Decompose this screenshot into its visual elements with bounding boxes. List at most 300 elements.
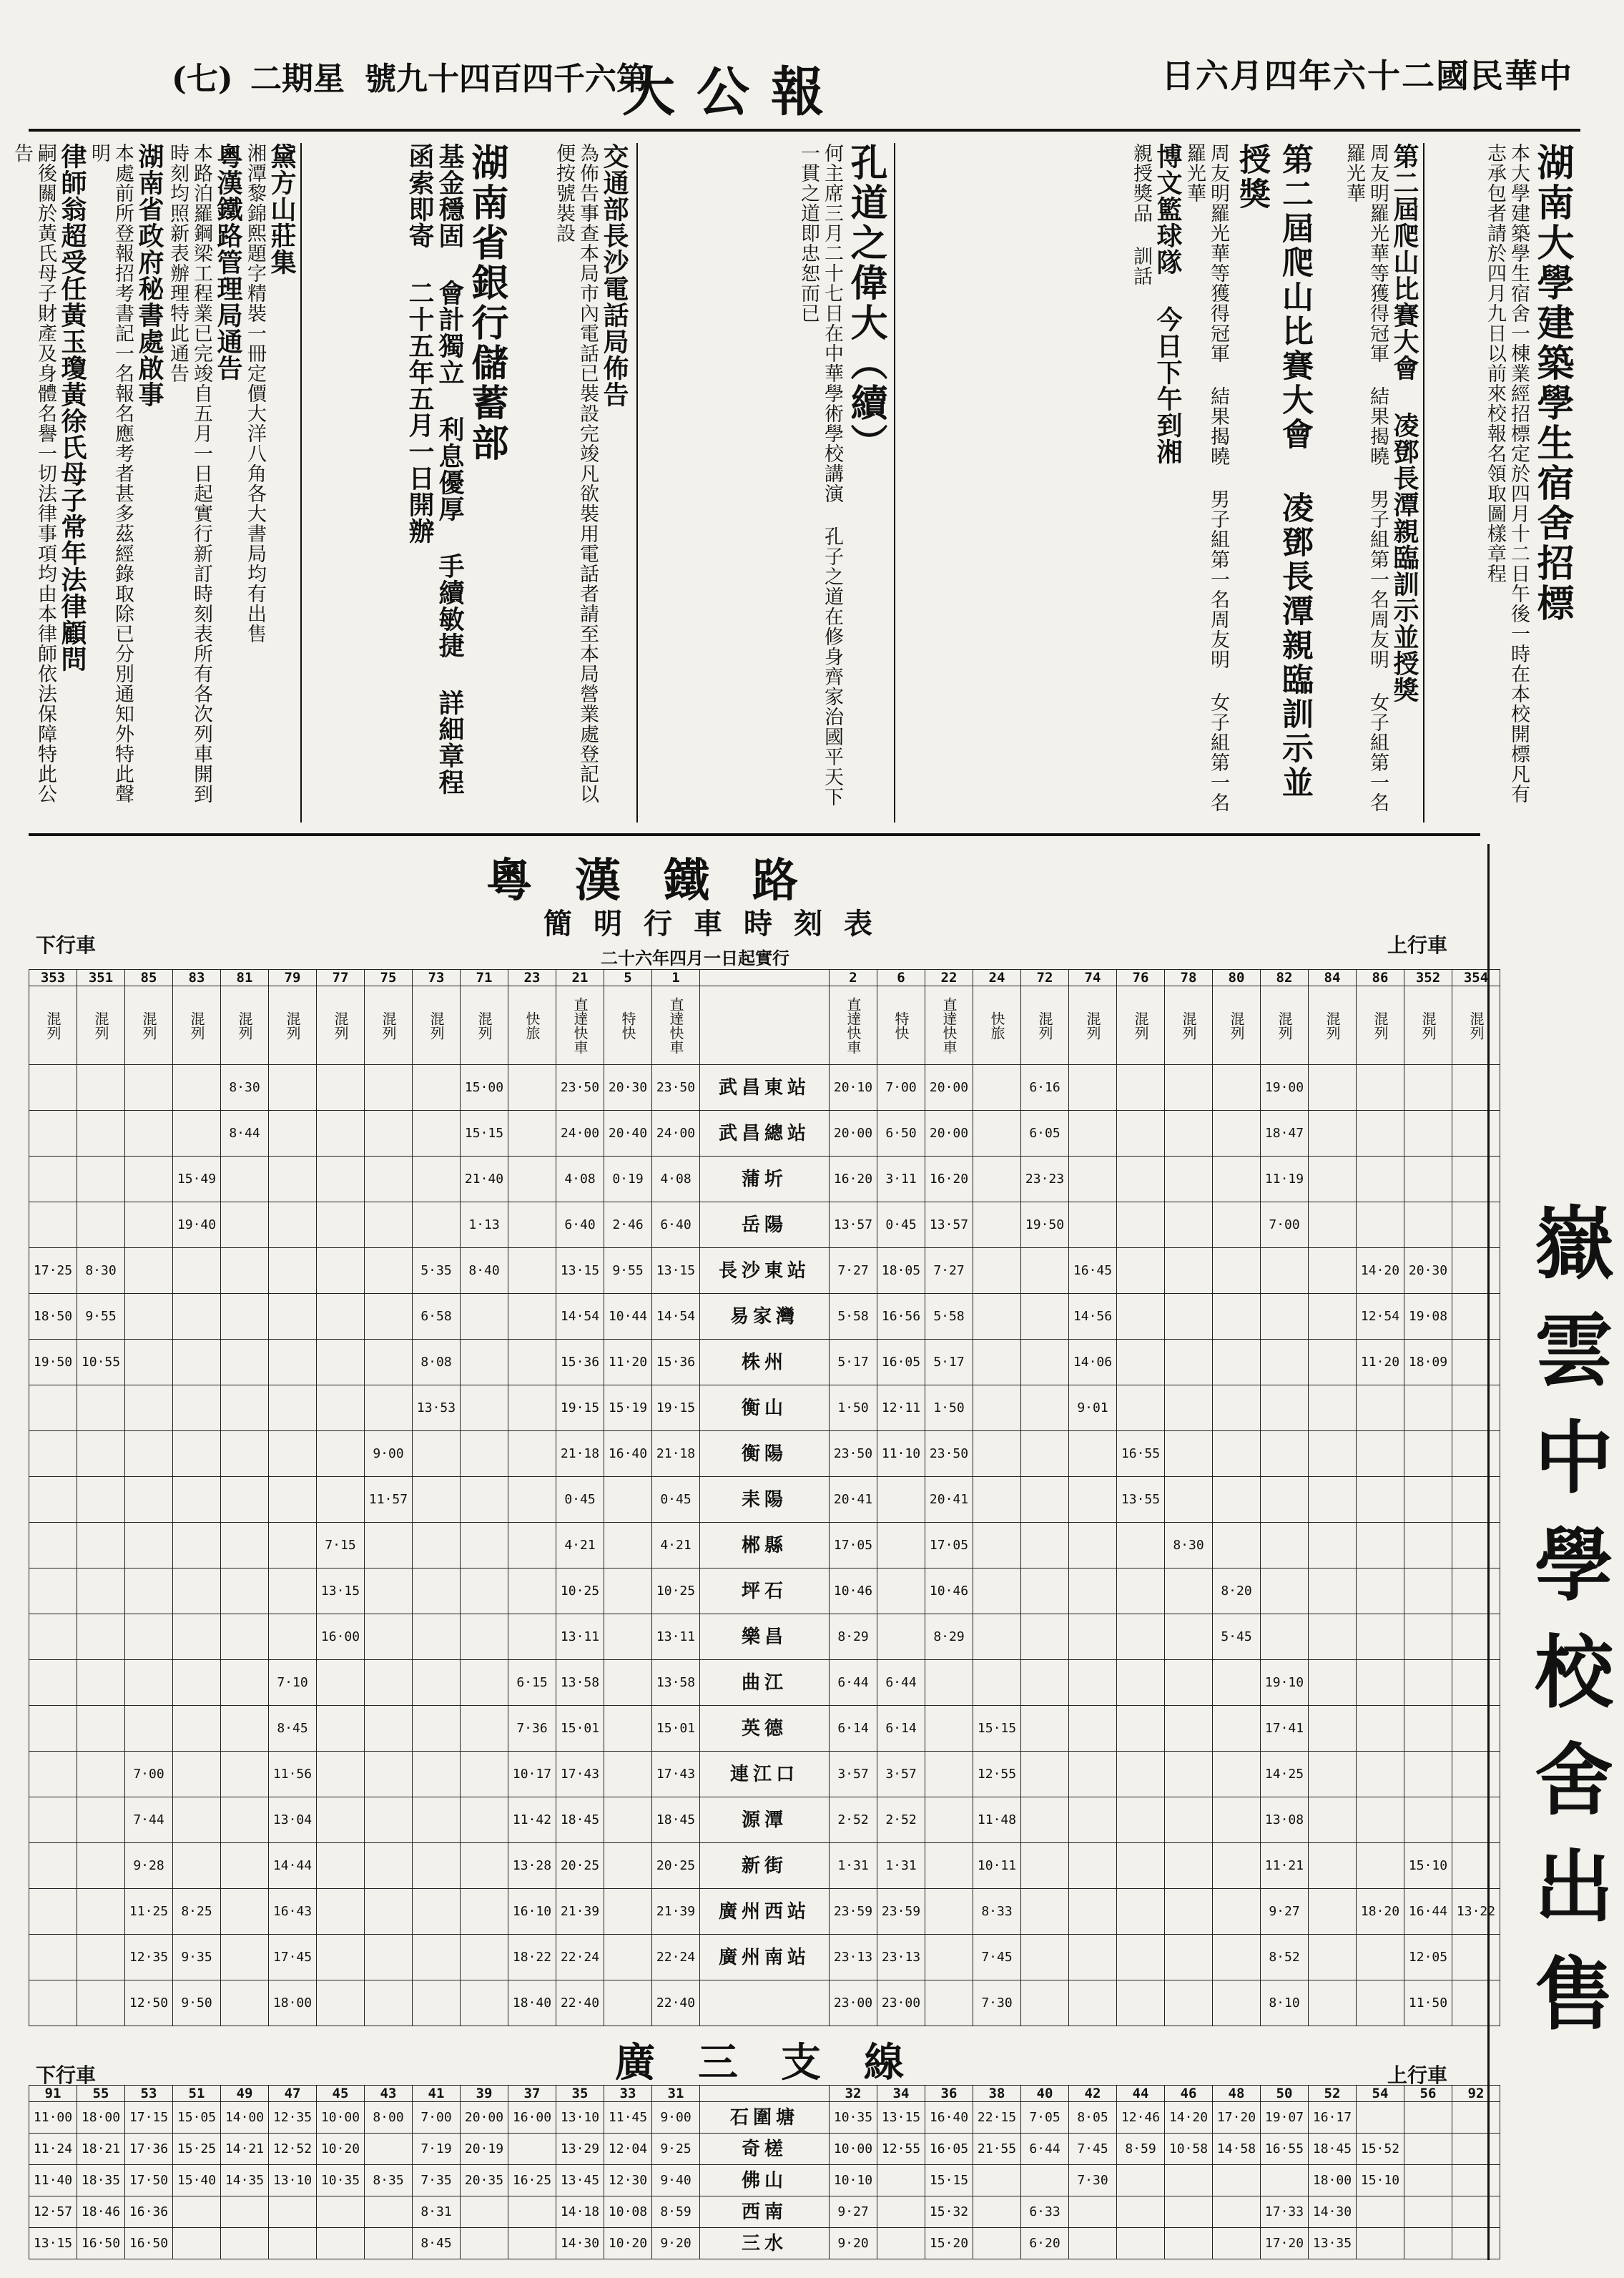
time-cell (1309, 1385, 1357, 1431)
time-cell (1309, 1111, 1357, 1157)
time-cell (317, 1935, 365, 1980)
article-announcement (1323, 143, 1419, 823)
time-cell (1021, 1568, 1069, 1614)
time-cell (269, 1614, 317, 1660)
timetable-row (29, 1660, 1500, 1706)
timetable-row (29, 1431, 1500, 1477)
time-cell (1213, 1706, 1261, 1752)
time-cell (317, 1752, 365, 1797)
up-train-kind: 特快 (877, 986, 925, 1065)
time-cell: 9·00 (365, 1431, 413, 1477)
time-cell: 23·50 (652, 1065, 700, 1111)
down-train-number: 41 (413, 2086, 461, 2102)
time-cell: 16·20 (830, 1157, 877, 1202)
time-cell (269, 1477, 317, 1523)
time-cell: 10·00 (830, 2134, 877, 2165)
time-cell (1404, 1614, 1452, 1660)
time-cell (1069, 1111, 1117, 1157)
time-cell: 20·30 (1404, 1248, 1452, 1294)
timetable-row (29, 1935, 1500, 1980)
time-cell: 10·17 (508, 1752, 556, 1797)
time-cell (317, 1157, 365, 1202)
station-name: 岳陽 (700, 1202, 830, 1248)
time-cell: 19·15 (652, 1385, 700, 1431)
time-cell: 10·35 (317, 2165, 365, 2196)
time-cell (221, 1752, 269, 1797)
time-cell (1021, 1706, 1069, 1752)
time-cell: 7·00 (413, 2102, 461, 2134)
time-cell: 19·15 (556, 1385, 604, 1431)
time-cell (604, 1660, 652, 1706)
time-cell (269, 1065, 317, 1111)
time-cell (1213, 1797, 1261, 1843)
time-cell: 5·58 (830, 1294, 877, 1340)
up-train-number: 22 (925, 970, 973, 986)
down-train-kind: 混列 (77, 986, 125, 1065)
time-cell (604, 1568, 652, 1614)
up-train-kind: 混列 (1213, 986, 1261, 1065)
time-cell: 7·45 (1069, 2134, 1117, 2165)
time-cell: 8·52 (1261, 1935, 1309, 1980)
time-cell (365, 1202, 413, 1248)
time-cell: 13·45 (556, 2165, 604, 2196)
time-cell (365, 2196, 413, 2228)
time-cell: 13·10 (556, 2102, 604, 2134)
time-cell: 17·20 (1261, 2228, 1309, 2259)
time-cell (1069, 1614, 1117, 1660)
time-cell: 22·15 (973, 2102, 1021, 2134)
time-cell: 7·45 (973, 1935, 1021, 1980)
down-train-number: 47 (269, 2086, 317, 2102)
time-cell: 4·21 (556, 1523, 604, 1568)
up-train-kind: 混列 (1069, 986, 1117, 1065)
train-number-row (29, 2086, 1500, 2102)
time-cell (269, 1157, 317, 1202)
time-cell (365, 1523, 413, 1568)
time-cell (77, 1843, 125, 1889)
time-cell (1309, 1202, 1357, 1248)
article-body-2: 本路泊羅鋼梁工程業已完竣自五月一日起實行新訂時刻表所有各次列車開到時刻均照新表辦理特此通告 (167, 143, 212, 804)
up-train-number: 82 (1261, 970, 1309, 986)
up-train-number: 40 (1021, 2086, 1069, 2102)
time-cell (1021, 1385, 1069, 1431)
time-cell: 8·29 (925, 1614, 973, 1660)
time-cell: 9·01 (1069, 1385, 1117, 1431)
down-train-number: 79 (269, 970, 317, 986)
time-cell (1165, 1797, 1213, 1843)
time-cell: 18·50 (29, 1294, 77, 1340)
time-cell (1309, 1294, 1357, 1340)
time-cell (1213, 1477, 1261, 1523)
time-cell: 16·10 (508, 1889, 556, 1935)
time-cell (413, 1431, 461, 1477)
time-cell (1404, 1202, 1452, 1248)
time-cell: 20·19 (461, 2134, 508, 2165)
time-cell: 20·41 (925, 1477, 973, 1523)
time-cell: 16·40 (604, 1431, 652, 1477)
time-cell (1165, 1752, 1213, 1797)
down-train-number: 43 (365, 2086, 413, 2102)
time-cell (1309, 1614, 1357, 1660)
time-cell (1165, 1614, 1213, 1660)
time-cell (1404, 2134, 1452, 2165)
time-cell: 11·00 (29, 2102, 77, 2134)
time-cell: 0·45 (556, 1477, 604, 1523)
time-cell: 1·31 (877, 1843, 925, 1889)
down-train-kind: 混列 (269, 986, 317, 1065)
article-university-tender (1430, 143, 1573, 823)
time-cell: 8·05 (1069, 2102, 1117, 2134)
time-cell: 17·43 (556, 1752, 604, 1797)
time-cell (269, 1294, 317, 1340)
time-cell (29, 1614, 77, 1660)
time-cell (1165, 1843, 1213, 1889)
time-cell (1165, 1660, 1213, 1706)
time-cell: 23·13 (830, 1935, 877, 1980)
time-cell (1021, 1477, 1069, 1523)
train-number-row (29, 970, 1500, 986)
time-cell (877, 1523, 925, 1568)
masthead-page-number: (七) (172, 61, 233, 97)
time-cell: 8·08 (413, 1340, 461, 1385)
station-name: 西南 (700, 2196, 830, 2228)
time-cell: 16·36 (125, 2196, 173, 2228)
time-cell: 10·25 (556, 1568, 604, 1614)
time-cell: 15·32 (925, 2196, 973, 2228)
time-cell (365, 1752, 413, 1797)
time-cell (973, 1340, 1021, 1385)
time-cell (317, 1111, 365, 1157)
time-cell (508, 1523, 556, 1568)
masthead-rule (29, 129, 1580, 132)
down-train-number: 49 (221, 2086, 269, 2102)
time-cell (1069, 1157, 1117, 1202)
time-cell (1357, 1935, 1404, 1980)
time-cell: 20·00 (830, 1111, 877, 1157)
time-cell: 12·46 (1117, 2102, 1165, 2134)
time-cell (973, 1385, 1021, 1431)
time-cell (973, 2165, 1021, 2196)
time-cell: 8·25 (173, 1889, 221, 1935)
time-cell (1357, 1385, 1404, 1431)
article-headline: 湖南省銀行儲蓄部 (465, 143, 508, 463)
time-cell (1404, 1385, 1452, 1431)
time-cell (1021, 1752, 1069, 1797)
time-cell (125, 1065, 173, 1111)
time-cell (317, 1202, 365, 1248)
time-cell (221, 1202, 269, 1248)
time-cell: 7·35 (413, 2165, 461, 2196)
down-train-number: 31 (652, 2086, 700, 2102)
time-cell (1069, 1797, 1117, 1843)
time-cell (77, 1889, 125, 1935)
time-cell (317, 1431, 365, 1477)
time-cell (973, 1157, 1021, 1202)
time-cell (1165, 1706, 1213, 1752)
time-cell (461, 1980, 508, 2026)
time-cell (1213, 2165, 1261, 2196)
time-cell (1021, 1340, 1069, 1385)
time-cell (1213, 2228, 1261, 2259)
time-cell (1069, 1843, 1117, 1889)
time-cell (508, 1157, 556, 1202)
time-cell: 10·20 (317, 2134, 365, 2165)
down-train-number: 353 (29, 970, 77, 986)
time-cell: 23·50 (556, 1065, 604, 1111)
time-cell (461, 1706, 508, 1752)
time-cell: 20·10 (830, 1065, 877, 1111)
down-train-kind: 混列 (29, 986, 77, 1065)
time-cell: 17·41 (1261, 1706, 1309, 1752)
time-cell (413, 1111, 461, 1157)
time-cell (1357, 1065, 1404, 1111)
time-cell (1404, 1111, 1452, 1157)
time-cell: 15·20 (925, 2228, 973, 2259)
down-train-kind: 混列 (365, 986, 413, 1065)
article-bank-savings (307, 143, 508, 823)
timetable-row (29, 2102, 1500, 2134)
time-cell: 14·44 (269, 1843, 317, 1889)
time-cell (508, 1614, 556, 1660)
time-cell (461, 1752, 508, 1797)
time-cell (1117, 2196, 1165, 2228)
time-cell (1404, 1477, 1452, 1523)
timetable-row (29, 1340, 1500, 1385)
time-cell (604, 1935, 652, 1980)
up-train-number: 54 (1357, 2086, 1404, 2102)
station-name: 耒陽 (700, 1477, 830, 1523)
article-confucius (644, 143, 887, 823)
time-cell (1117, 1065, 1165, 1111)
time-cell (461, 2196, 508, 2228)
time-cell: 18·20 (1357, 1889, 1404, 1935)
time-cell (413, 1797, 461, 1843)
time-cell (877, 2228, 925, 2259)
time-cell: 6·40 (556, 1202, 604, 1248)
down-train-number: 55 (77, 2086, 125, 2102)
time-cell (925, 1660, 973, 1706)
timetable-row (29, 1843, 1500, 1889)
time-cell: 13·53 (413, 1385, 461, 1431)
time-cell (77, 1660, 125, 1706)
time-cell: 16·17 (1309, 2102, 1357, 2134)
time-cell (508, 2228, 556, 2259)
time-cell: 6·15 (508, 1660, 556, 1706)
time-cell (1357, 1202, 1404, 1248)
time-cell (461, 1614, 508, 1660)
time-cell (925, 1797, 973, 1843)
time-cell: 23·59 (830, 1889, 877, 1935)
time-cell (1117, 1935, 1165, 1980)
time-cell: 8·30 (77, 1248, 125, 1294)
time-cell: 5·58 (925, 1294, 973, 1340)
time-cell: 8·31 (413, 2196, 461, 2228)
down-train-kind: 特快 (604, 986, 652, 1065)
time-cell (461, 1660, 508, 1706)
time-cell (508, 1385, 556, 1431)
time-cell (77, 1157, 125, 1202)
down-train-number: 71 (461, 970, 508, 986)
time-cell: 0·19 (604, 1157, 652, 1202)
up-train-kind: 混列 (1404, 986, 1452, 1065)
time-cell (269, 1111, 317, 1157)
time-cell: 19·07 (1261, 2102, 1309, 2134)
time-cell: 24·00 (652, 1111, 700, 1157)
time-cell (125, 1157, 173, 1202)
time-cell: 16·50 (125, 2228, 173, 2259)
down-direction-label: 下行車 (36, 933, 97, 957)
time-cell (1069, 1935, 1117, 1980)
time-cell (413, 1157, 461, 1202)
station-name: 源潭 (700, 1797, 830, 1843)
time-cell: 15·01 (556, 1706, 604, 1752)
time-cell (1309, 1843, 1357, 1889)
time-cell (1309, 1477, 1357, 1523)
time-cell: 19·10 (1261, 1660, 1309, 1706)
time-cell (1309, 1889, 1357, 1935)
time-cell: 10·10 (830, 2165, 877, 2196)
timetable-row (29, 2196, 1500, 2228)
time-cell (508, 1294, 556, 1340)
time-cell (973, 1614, 1021, 1660)
time-cell: 9·40 (652, 2165, 700, 2196)
station-name: 廣州南站 (700, 1935, 830, 1980)
time-cell (925, 1980, 973, 2026)
sidebar-ad (1487, 844, 1614, 2260)
time-cell (508, 1248, 556, 1294)
time-cell (1261, 1248, 1309, 1294)
time-cell (1213, 1980, 1261, 2026)
time-cell: 17·43 (652, 1752, 700, 1797)
time-cell (1117, 1980, 1165, 2026)
time-cell: 8·59 (1117, 2134, 1165, 2165)
time-cell (125, 1568, 173, 1614)
time-cell: 5·17 (925, 1340, 973, 1385)
branch-up-label: 上行車 (1387, 2063, 1448, 2087)
station-name: 株州 (700, 1340, 830, 1385)
station-name: 衡山 (700, 1385, 830, 1431)
time-cell (973, 1431, 1021, 1477)
time-cell: 14·25 (1261, 1752, 1309, 1797)
time-cell (317, 1980, 365, 2026)
time-cell (365, 1980, 413, 2026)
time-cell (1117, 1660, 1165, 1706)
timetable-row (29, 1889, 1500, 1935)
timetable-row (29, 1752, 1500, 1797)
time-cell (1309, 1431, 1357, 1477)
time-cell (29, 1385, 77, 1431)
time-cell: 11·48 (973, 1797, 1021, 1843)
time-cell (1404, 1797, 1452, 1843)
time-cell: 13·10 (269, 2165, 317, 2196)
down-train-number: 1 (652, 970, 700, 986)
down-train-number: 37 (508, 2086, 556, 2102)
time-cell (1069, 1477, 1117, 1523)
time-cell (77, 1523, 125, 1568)
time-cell (1165, 1157, 1213, 1202)
time-cell (1261, 1385, 1309, 1431)
time-cell: 18·40 (508, 1980, 556, 2026)
time-cell: 1·50 (925, 1385, 973, 1431)
masthead-date: 日六月四年六十二國民華中 (1161, 57, 1573, 95)
time-cell: 18·45 (1309, 2134, 1357, 2165)
time-cell (1357, 1568, 1404, 1614)
time-cell (1117, 1340, 1165, 1385)
time-cell: 1·13 (461, 1202, 508, 1248)
time-cell: 23·13 (877, 1935, 925, 1980)
time-cell: 21·18 (556, 1431, 604, 1477)
time-cell (1117, 1752, 1165, 1797)
time-cell (1165, 1431, 1213, 1477)
time-cell (1261, 1340, 1309, 1385)
time-cell: 7·19 (413, 2134, 461, 2165)
time-cell (317, 1706, 365, 1752)
up-train-kind: 混列 (1309, 986, 1357, 1065)
time-cell (221, 1477, 269, 1523)
time-cell (1021, 1660, 1069, 1706)
time-cell (269, 2228, 317, 2259)
time-cell: 8·29 (830, 1614, 877, 1660)
time-cell: 7·27 (925, 1248, 973, 1294)
time-cell (269, 1431, 317, 1477)
time-cell (973, 1660, 1021, 1706)
station-name: 廣州西站 (700, 1889, 830, 1935)
time-cell (1357, 1523, 1404, 1568)
time-cell: 2·46 (604, 1202, 652, 1248)
time-cell: 10·46 (830, 1568, 877, 1614)
time-cell: 16·40 (925, 2102, 973, 2134)
time-cell (877, 1568, 925, 1614)
time-cell (1404, 1660, 1452, 1706)
time-cell (29, 1523, 77, 1568)
time-cell: 9·55 (604, 1248, 652, 1294)
time-cell (1069, 1660, 1117, 1706)
time-cell: 18·09 (1404, 1340, 1452, 1385)
time-cell (925, 1889, 973, 1935)
time-cell: 2·52 (877, 1797, 925, 1843)
station-name: 奇槎 (700, 2134, 830, 2165)
time-cell: 4·08 (652, 1157, 700, 1202)
timetable-row (29, 1385, 1500, 1431)
time-cell: 8·44 (221, 1111, 269, 1157)
time-cell: 15·36 (652, 1340, 700, 1385)
time-cell (413, 1202, 461, 1248)
time-cell (413, 1935, 461, 1980)
station-name: 連江口 (700, 1752, 830, 1797)
time-cell: 7·27 (830, 1248, 877, 1294)
time-cell: 6·44 (877, 1660, 925, 1706)
time-cell: 8·45 (269, 1706, 317, 1752)
up-train-number: 56 (1404, 2086, 1452, 2102)
time-cell: 7·00 (1261, 1202, 1309, 1248)
time-cell (29, 1752, 77, 1797)
article-headline: 第二屆爬山比賽大會 凌鄧長潭親臨訓示並授獎 (1234, 143, 1313, 800)
time-cell (1357, 1614, 1404, 1660)
time-cell (604, 1797, 652, 1843)
time-cell: 12·50 (125, 1980, 173, 2026)
down-train-number: 83 (173, 970, 221, 986)
time-cell (1117, 1889, 1165, 1935)
timetable-row (29, 1294, 1500, 1340)
time-cell (125, 1614, 173, 1660)
time-cell: 11·56 (269, 1752, 317, 1797)
time-cell: 15·25 (173, 2134, 221, 2165)
time-cell (365, 1248, 413, 1294)
time-cell: 7·15 (317, 1523, 365, 1568)
time-cell: 6·20 (1021, 2228, 1069, 2259)
up-train-number: 74 (1069, 970, 1117, 986)
time-cell (77, 1797, 125, 1843)
